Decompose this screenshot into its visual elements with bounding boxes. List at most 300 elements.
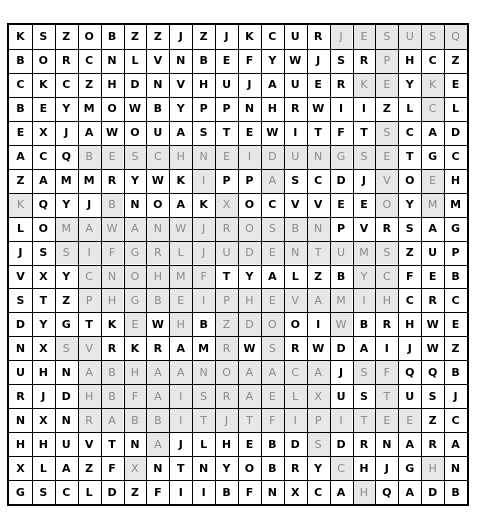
grid-cell[interactable]: A [124, 217, 147, 241]
grid-cell[interactable]: O [84, 30, 94, 44]
grid-cell[interactable]: D [238, 241, 261, 265]
grid-cell[interactable]: C [451, 293, 460, 307]
grid-cell[interactable]: O [38, 54, 49, 68]
grid-cell[interactable]: E [222, 54, 231, 68]
grid-cell[interactable]: F [154, 485, 162, 499]
grid-cell[interactable]: W [105, 126, 119, 140]
grid-cell[interactable]: R [291, 102, 300, 116]
grid-cell[interactable]: G [330, 145, 353, 169]
grid-cell[interactable]: A [176, 341, 185, 355]
grid-cell[interactable]: T [108, 437, 116, 451]
grid-cell[interactable]: R [215, 217, 238, 241]
grid-cell[interactable]: I [293, 126, 298, 140]
grid-cell[interactable]: P [337, 222, 346, 236]
grid-cell[interactable]: H [238, 288, 261, 312]
grid-cell[interactable]: R [382, 317, 392, 331]
grid-cell[interactable]: H [38, 365, 48, 379]
grid-cell[interactable]: W [330, 312, 353, 336]
grid-cell[interactable]: U [428, 246, 438, 260]
grid-cell[interactable]: A [39, 174, 48, 188]
grid-cell[interactable]: W [151, 174, 164, 188]
grid-cell[interactable]: Y [39, 317, 48, 331]
grid-cell[interactable]: X [39, 413, 48, 427]
grid-cell[interactable]: N [176, 54, 186, 68]
grid-cell[interactable]: X [39, 126, 48, 140]
grid-cell[interactable]: W [151, 317, 164, 331]
grid-cell[interactable]: P [199, 102, 208, 116]
grid-cell[interactable]: V [78, 336, 101, 360]
grid-cell[interactable]: M [353, 241, 376, 265]
grid-cell[interactable]: A [261, 169, 284, 193]
grid-cell[interactable]: X [16, 461, 25, 475]
grid-cell[interactable]: B [16, 54, 25, 68]
grid-cell[interactable]: Y [62, 102, 71, 116]
grid-cell[interactable]: F [337, 126, 345, 140]
grid-cell[interactable]: A [428, 126, 437, 140]
grid-cell[interactable]: H [450, 174, 461, 188]
grid-cell[interactable]: Z [215, 312, 238, 336]
grid-cell[interactable]: X [215, 193, 238, 217]
grid-cell[interactable]: H [78, 384, 101, 408]
grid-cell[interactable]: U [330, 241, 353, 265]
grid-cell[interactable]: F [375, 360, 398, 384]
grid-cell[interactable]: E [353, 25, 376, 49]
grid-cell[interactable]: T [314, 126, 322, 140]
grid-cell[interactable]: F [245, 54, 254, 68]
grid-cell[interactable]: R [313, 30, 323, 44]
grid-cell[interactable]: O [290, 317, 300, 331]
grid-cell[interactable]: N [15, 413, 26, 427]
grid-cell[interactable]: J [330, 25, 353, 49]
grid-cell[interactable]: J [192, 241, 215, 265]
grid-cell[interactable]: H [107, 78, 117, 92]
grid-cell[interactable]: M [83, 174, 95, 188]
grid-cell[interactable]: H [101, 288, 124, 312]
grid-cell[interactable]: N [307, 145, 330, 169]
grid-cell[interactable]: I [284, 408, 307, 432]
grid-cell[interactable]: S [291, 174, 300, 188]
grid-cell[interactable]: L [16, 222, 24, 236]
grid-cell[interactable]: B [101, 384, 124, 408]
grid-cell[interactable]: B [124, 408, 147, 432]
grid-cell[interactable]: S [421, 25, 444, 49]
grid-cell[interactable]: C [405, 126, 414, 140]
grid-cell[interactable]: H [221, 437, 232, 451]
grid-cell[interactable]: W [169, 217, 192, 241]
grid-cell[interactable]: B [451, 365, 460, 379]
grid-cell[interactable]: O [405, 174, 415, 188]
grid-cell[interactable]: H [199, 78, 209, 92]
grid-cell[interactable]: U [61, 437, 71, 451]
grid-cell[interactable]: H [267, 102, 277, 116]
grid-cell[interactable]: K [16, 30, 25, 44]
grid-cell[interactable]: W [312, 341, 325, 355]
grid-cell[interactable]: R [146, 241, 169, 265]
grid-cell[interactable]: P [215, 288, 238, 312]
grid-cell[interactable]: C [62, 485, 71, 499]
grid-cell[interactable]: R [16, 389, 25, 403]
grid-cell[interactable]: X [39, 269, 48, 283]
grid-cell[interactable]: E [169, 288, 192, 312]
grid-cell[interactable]: T [192, 408, 215, 432]
grid-cell[interactable]: C [78, 265, 101, 289]
grid-cell[interactable]: S [353, 145, 376, 169]
grid-cell[interactable]: O [244, 461, 255, 475]
grid-cell[interactable]: D [290, 437, 300, 451]
grid-cell[interactable]: F [245, 485, 254, 499]
grid-cell[interactable]: A [101, 408, 124, 432]
grid-cell[interactable]: V [176, 78, 185, 92]
grid-cell[interactable]: A [238, 384, 261, 408]
grid-cell[interactable]: W [289, 54, 302, 68]
grid-cell[interactable]: S [39, 246, 48, 260]
grid-cell[interactable]: S [337, 54, 345, 68]
grid-cell[interactable]: E [428, 269, 437, 283]
grid-cell[interactable]: D [450, 126, 461, 140]
grid-cell[interactable]: Y [245, 269, 254, 283]
grid-cell[interactable]: Z [85, 461, 94, 475]
grid-cell[interactable]: M [450, 198, 462, 212]
grid-cell[interactable]: C [405, 293, 414, 307]
grid-cell[interactable]: O [261, 312, 284, 336]
grid-cell[interactable]: C [268, 30, 277, 44]
grid-cell[interactable]: Q [38, 198, 49, 212]
grid-cell[interactable]: S [375, 25, 398, 49]
grid-cell[interactable]: K [421, 73, 444, 97]
grid-cell[interactable]: R [359, 437, 369, 451]
grid-cell[interactable]: S [375, 121, 398, 145]
grid-cell[interactable]: A [169, 360, 192, 384]
grid-cell[interactable]: C [39, 150, 48, 164]
grid-cell[interactable]: B [284, 217, 307, 241]
grid-cell[interactable]: B [199, 317, 208, 331]
grid-cell[interactable]: J [316, 54, 321, 68]
grid-cell[interactable]: E [314, 78, 322, 92]
grid-cell[interactable]: P [375, 49, 398, 73]
grid-cell[interactable]: I [316, 317, 321, 331]
grid-cell[interactable]: N [61, 365, 71, 379]
grid-cell[interactable]: R [336, 78, 346, 92]
grid-cell[interactable]: P [222, 174, 231, 188]
grid-cell[interactable]: J [247, 78, 252, 92]
grid-cell[interactable]: L [452, 102, 460, 116]
grid-cell[interactable]: Y [405, 198, 414, 212]
grid-cell[interactable]: B [268, 461, 277, 475]
grid-cell[interactable]: J [87, 198, 92, 212]
grid-cell[interactable]: A [78, 217, 101, 241]
grid-cell[interactable]: A [61, 461, 71, 475]
grid-cell[interactable]: S [261, 217, 284, 241]
grid-cell[interactable]: M [55, 217, 78, 241]
grid-cell[interactable]: E [16, 126, 25, 140]
grid-cell[interactable]: U [153, 126, 163, 140]
grid-cell[interactable]: T [375, 384, 398, 408]
grid-cell[interactable]: J [178, 30, 183, 44]
grid-cell[interactable]: E [451, 317, 460, 331]
grid-cell[interactable]: J [18, 246, 23, 260]
grid-cell[interactable]: B [146, 288, 169, 312]
grid-cell[interactable]: W [426, 317, 439, 331]
grid-cell[interactable]: A [16, 150, 25, 164]
grid-cell[interactable]: E [261, 384, 284, 408]
grid-cell[interactable]: S [39, 485, 48, 499]
grid-cell[interactable]: Z [62, 30, 71, 44]
grid-cell[interactable]: P [78, 288, 101, 312]
grid-cell[interactable]: I [192, 288, 215, 312]
grid-cell[interactable]: S [428, 389, 437, 403]
grid-cell[interactable]: I [361, 102, 366, 116]
grid-cell[interactable]: F [405, 269, 414, 283]
grid-cell[interactable]: C [451, 150, 460, 164]
grid-cell[interactable]: A [359, 341, 369, 355]
grid-cell[interactable]: I [192, 169, 215, 193]
grid-cell[interactable]: V [290, 198, 300, 212]
grid-cell[interactable]: I [169, 384, 192, 408]
grid-cell[interactable]: B [336, 269, 346, 283]
grid-cell[interactable]: C [314, 174, 323, 188]
grid-cell[interactable]: A [307, 360, 330, 384]
grid-cell[interactable]: L [284, 384, 307, 408]
grid-cell[interactable]: E [375, 145, 398, 169]
grid-cell[interactable]: E [101, 145, 124, 169]
grid-cell[interactable]: G [428, 150, 438, 164]
grid-cell[interactable]: A [146, 384, 169, 408]
grid-cell[interactable]: N [61, 413, 71, 427]
grid-cell[interactable]: S [192, 384, 215, 408]
grid-cell[interactable]: C [314, 485, 323, 499]
grid-cell[interactable]: P [245, 174, 254, 188]
grid-cell[interactable]: Z [62, 293, 71, 307]
grid-cell[interactable]: R [107, 174, 117, 188]
grid-cell[interactable]: R [382, 222, 392, 236]
grid-cell[interactable]: R [107, 341, 117, 355]
grid-cell[interactable]: R [428, 437, 437, 451]
grid-cell[interactable]: C [451, 413, 460, 427]
grid-cell[interactable]: B [78, 145, 101, 169]
grid-cell[interactable]: Z [428, 413, 437, 427]
grid-cell[interactable]: S [307, 432, 330, 456]
grid-cell[interactable]: M [60, 174, 72, 188]
grid-cell[interactable]: S [261, 336, 284, 360]
grid-cell[interactable]: B [101, 193, 124, 217]
grid-cell[interactable]: N [382, 437, 392, 451]
grid-cell[interactable]: E [375, 408, 398, 432]
grid-cell[interactable]: Z [451, 341, 460, 355]
grid-cell[interactable]: R [153, 341, 163, 355]
grid-cell[interactable]: H [15, 437, 26, 451]
grid-cell[interactable]: J [192, 217, 215, 241]
grid-cell[interactable]: Y [405, 78, 414, 92]
grid-cell[interactable]: S [55, 336, 78, 360]
grid-cell[interactable]: C [284, 360, 307, 384]
grid-cell[interactable]: K [9, 193, 32, 217]
grid-cell[interactable]: I [201, 485, 206, 499]
grid-cell[interactable]: I [353, 288, 376, 312]
grid-cell[interactable]: L [291, 269, 299, 283]
grid-cell[interactable]: O [130, 126, 140, 140]
grid-cell[interactable]: N [192, 360, 215, 384]
grid-cell[interactable]: T [85, 317, 93, 331]
grid-cell[interactable]: L [169, 241, 192, 265]
grid-cell[interactable]: D [61, 389, 71, 403]
grid-cell[interactable]: L [39, 461, 47, 475]
grid-cell[interactable]: E [245, 437, 254, 451]
grid-cell[interactable]: C [146, 145, 169, 169]
grid-cell[interactable]: T [405, 150, 414, 164]
grid-cell[interactable]: E [261, 241, 284, 265]
grid-cell[interactable]: I [178, 485, 183, 499]
grid-cell[interactable]: R [428, 293, 437, 307]
grid-cell[interactable]: Z [16, 174, 25, 188]
grid-cell[interactable]: D [336, 341, 346, 355]
grid-cell[interactable]: I [169, 408, 192, 432]
grid-cell[interactable]: U [290, 78, 300, 92]
grid-cell[interactable]: C [62, 78, 71, 92]
grid-cell[interactable]: U [222, 78, 231, 92]
grid-cell[interactable]: L [200, 437, 208, 451]
grid-cell[interactable]: H [353, 480, 376, 504]
grid-cell[interactable]: D [107, 485, 117, 499]
grid-cell[interactable]: I [78, 241, 101, 265]
grid-cell[interactable]: N [307, 217, 330, 241]
grid-cell[interactable]: G [15, 485, 25, 499]
grid-cell[interactable]: Z [405, 246, 414, 260]
grid-cell[interactable]: Z [451, 54, 460, 68]
grid-cell[interactable]: H [375, 288, 398, 312]
grid-cell[interactable]: U [290, 30, 300, 44]
grid-cell[interactable]: N [284, 241, 307, 265]
grid-cell[interactable]: A [146, 360, 169, 384]
grid-cell[interactable]: H [169, 145, 192, 169]
grid-cell[interactable]: S [405, 222, 414, 236]
grid-cell[interactable]: Y [353, 265, 376, 289]
grid-cell[interactable]: J [64, 126, 69, 140]
grid-cell[interactable]: A [428, 222, 437, 236]
grid-cell[interactable]: J [41, 389, 46, 403]
grid-cell[interactable]: X [291, 485, 300, 499]
grid-cell[interactable]: N [153, 78, 163, 92]
grid-cell[interactable]: V [284, 288, 307, 312]
grid-cell[interactable]: A [176, 126, 185, 140]
grid-cell[interactable]: K [107, 317, 117, 331]
grid-cell[interactable]: H [124, 360, 147, 384]
grid-cell[interactable]: W [266, 126, 279, 140]
grid-cell[interactable]: K [353, 73, 376, 97]
grid-cell[interactable]: Z [130, 30, 139, 44]
grid-cell[interactable]: R [291, 341, 300, 355]
grid-cell[interactable]: S [16, 293, 25, 307]
grid-cell[interactable]: N [101, 265, 124, 289]
grid-cell[interactable]: B [107, 30, 117, 44]
grid-cell[interactable]: B [153, 102, 163, 116]
grid-cell[interactable]: E [421, 169, 444, 193]
grid-cell[interactable]: E [337, 198, 345, 212]
grid-cell[interactable]: Y [62, 198, 71, 212]
grid-cell[interactable]: Z [85, 78, 94, 92]
grid-cell[interactable]: I [238, 145, 261, 169]
grid-cell[interactable]: N [107, 54, 117, 68]
grid-cell[interactable]: Y [222, 461, 231, 475]
grid-cell[interactable]: A [261, 360, 284, 384]
grid-cell[interactable]: A [405, 485, 414, 499]
grid-cell[interactable]: A [78, 360, 101, 384]
grid-cell[interactable]: C [16, 78, 25, 92]
grid-cell[interactable]: M [169, 265, 192, 289]
grid-cell[interactable]: J [361, 174, 366, 188]
grid-cell[interactable]: C [375, 265, 398, 289]
grid-cell[interactable]: N [15, 341, 26, 355]
grid-cell[interactable]: T [238, 408, 261, 432]
grid-cell[interactable]: G [124, 288, 147, 312]
grid-cell[interactable]: R [62, 54, 71, 68]
grid-cell[interactable]: W [243, 341, 256, 355]
grid-cell[interactable]: P [307, 408, 330, 432]
grid-cell[interactable]: E [124, 312, 147, 336]
grid-cell[interactable]: D [130, 78, 140, 92]
grid-cell[interactable]: Q [382, 485, 392, 499]
grid-cell[interactable]: I [338, 102, 344, 116]
grid-cell[interactable]: T [307, 241, 330, 265]
grid-cell[interactable]: K [176, 174, 185, 188]
grid-cell[interactable]: U [215, 241, 238, 265]
grid-cell[interactable]: R [359, 54, 369, 68]
grid-cell[interactable]: K [130, 341, 140, 355]
grid-cell[interactable]: R [78, 408, 101, 432]
grid-cell[interactable]: S [55, 241, 78, 265]
grid-cell[interactable]: W [312, 102, 325, 116]
grid-cell[interactable]: A [84, 126, 94, 140]
grid-cell[interactable]: T [360, 126, 368, 140]
grid-cell[interactable]: O [244, 198, 255, 212]
grid-cell[interactable]: O [215, 360, 238, 384]
grid-cell[interactable]: M [421, 193, 444, 217]
grid-cell[interactable]: Y [314, 461, 323, 475]
grid-cell[interactable]: V [313, 198, 323, 212]
grid-cell[interactable]: D [428, 485, 438, 499]
grid-cell[interactable]: D [336, 174, 346, 188]
grid-cell[interactable]: Z [130, 485, 139, 499]
grid-cell[interactable]: G [451, 222, 461, 236]
grid-cell[interactable]: E [215, 145, 238, 169]
grid-cell[interactable]: R [215, 336, 238, 360]
grid-cell[interactable]: G [61, 317, 71, 331]
grid-cell[interactable]: A [336, 485, 346, 499]
grid-cell[interactable]: T [353, 408, 376, 432]
grid-cell[interactable]: T [39, 293, 48, 307]
grid-cell[interactable]: K [245, 30, 254, 44]
grid-cell[interactable]: N [267, 485, 277, 499]
grid-cell[interactable]: B [16, 102, 25, 116]
grid-cell[interactable]: J [407, 341, 412, 355]
grid-cell[interactable]: O [107, 102, 117, 116]
grid-cell[interactable]: N [130, 437, 140, 451]
grid-cell[interactable]: Z [153, 30, 162, 44]
grid-cell[interactable]: V [375, 169, 398, 193]
grid-cell[interactable]: Z [382, 102, 391, 116]
grid-cell[interactable]: S [353, 360, 376, 384]
grid-cell[interactable]: U [284, 145, 307, 169]
grid-cell[interactable]: Y [62, 269, 71, 283]
grid-cell[interactable]: Y [268, 54, 277, 68]
grid-cell[interactable]: A [176, 198, 185, 212]
grid-cell[interactable]: V [16, 269, 25, 283]
grid-cell[interactable]: C [421, 97, 444, 121]
grid-cell[interactable]: C [428, 54, 437, 68]
grid-cell[interactable]: F [261, 408, 284, 432]
grid-cell[interactable]: V [359, 222, 369, 236]
grid-cell[interactable]: W [128, 102, 142, 116]
grid-cell[interactable]: E [261, 288, 284, 312]
